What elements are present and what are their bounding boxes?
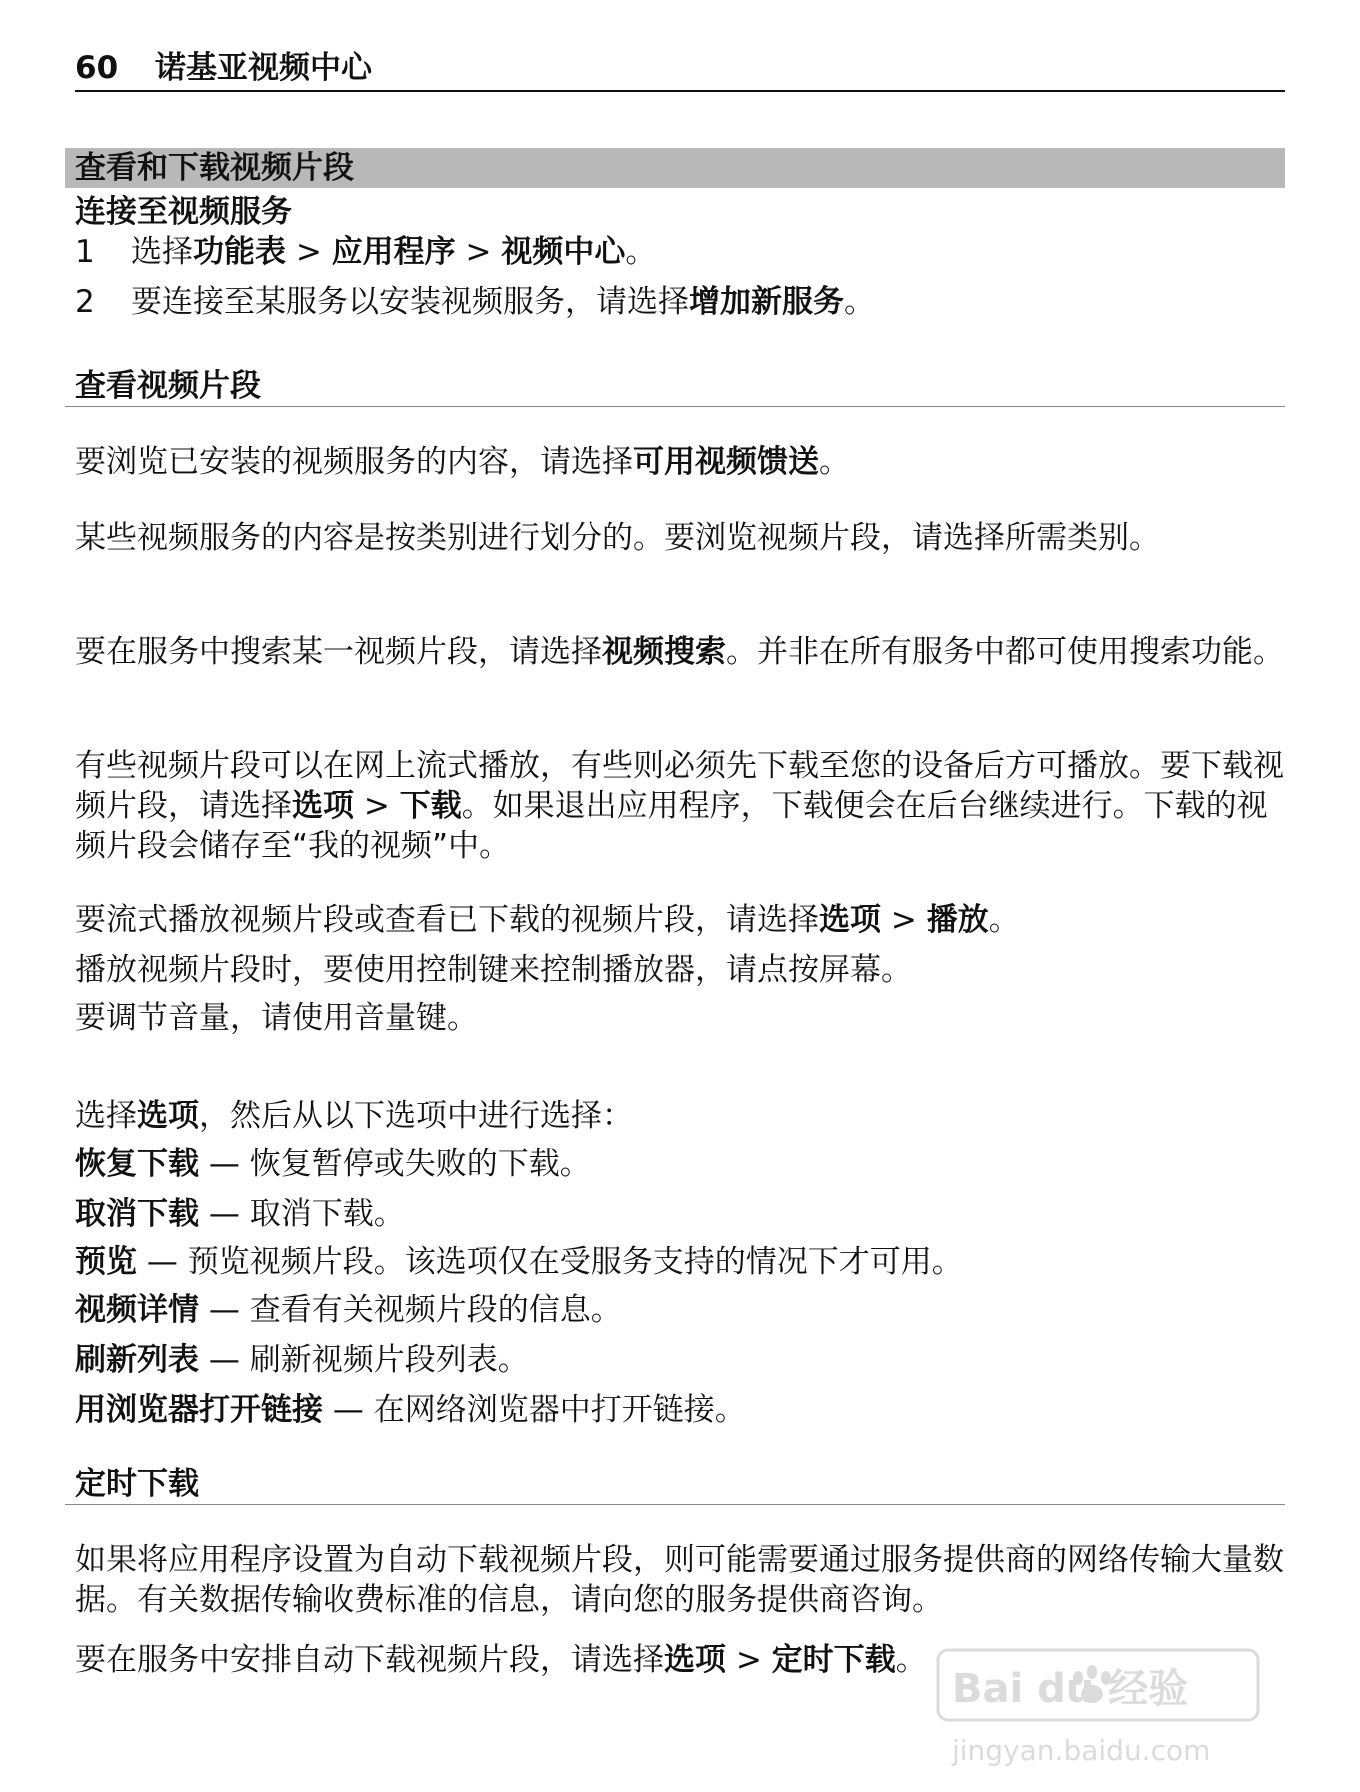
option-term: 用浏览器打开链接 bbox=[75, 1392, 323, 1428]
menu-term: 视频中心 bbox=[501, 234, 626, 270]
view-paragraph-7: 要调节音量，请使用音量键。 bbox=[75, 1000, 478, 1036]
view-paragraph-1 bbox=[75, 442, 850, 482]
option-term: 刷新列表 bbox=[75, 1342, 199, 1378]
text: ，然后从以下选项中进行选择： bbox=[199, 1098, 633, 1134]
option-term: 预览 bbox=[75, 1244, 137, 1280]
text: 要在服务中安排自动下载视频片段，请选择 bbox=[75, 1642, 664, 1678]
step-text: 选择 bbox=[131, 234, 193, 270]
text: 要流式播放视频片段或查看已下载的视频片段，请选择 bbox=[75, 902, 819, 938]
option-term: 视频详情 bbox=[75, 1292, 199, 1328]
text: 选择 bbox=[75, 1098, 137, 1134]
menu-term: 增加新服务 bbox=[689, 284, 844, 320]
page-number: 60 bbox=[75, 50, 119, 86]
text: 。 bbox=[895, 1642, 927, 1678]
menu-term: 可用视频馈送 bbox=[633, 444, 819, 480]
option-item bbox=[75, 1390, 746, 1430]
menu-term: 定时下载 bbox=[771, 1642, 896, 1678]
option-description: — 恢复暂停或失败的下载。 bbox=[199, 1146, 591, 1182]
option-item bbox=[75, 1194, 405, 1234]
connect-step-2 bbox=[75, 282, 875, 322]
step-number: 2 bbox=[75, 284, 95, 320]
step-end: 。 bbox=[625, 234, 657, 270]
menu-term: 播放 bbox=[926, 902, 989, 938]
connect-step-1 bbox=[75, 232, 656, 272]
step-text: 要连接至某服务以安装视频服务，请选择 bbox=[131, 284, 689, 320]
option-term: 取消下载 bbox=[75, 1196, 199, 1232]
option-item bbox=[75, 1340, 529, 1380]
view-paragraph-6: 播放视频片段时，要使用控制键来控制播放器，请点按屏幕。 bbox=[75, 952, 912, 988]
text: 。 bbox=[988, 902, 1020, 938]
menu-term: 选项 bbox=[819, 902, 881, 938]
option-term: 恢复下载 bbox=[75, 1146, 199, 1182]
option-item bbox=[75, 1290, 622, 1330]
menu-term: 选项 bbox=[137, 1098, 199, 1134]
option-description: — 查看有关视频片段的信息。 bbox=[199, 1292, 622, 1328]
text: 要浏览已安装的视频服务的内容，请选择 bbox=[75, 444, 633, 480]
baidu-jingyan-watermark bbox=[930, 1640, 1270, 1780]
menu-term: 视频搜索 bbox=[602, 634, 726, 670]
separator: > bbox=[286, 234, 332, 270]
text: 要在服务中搜索某一视频片段，请选择 bbox=[75, 634, 602, 670]
watermark-brand: Bai du 经验 bbox=[952, 1666, 1189, 1712]
option-description: — 刷新视频片段列表。 bbox=[199, 1342, 529, 1378]
option-item bbox=[75, 1242, 963, 1282]
separator: > bbox=[726, 1642, 772, 1678]
view-paragraph-5 bbox=[75, 900, 1020, 940]
schedule-paragraph-1: 如果将应用程序设置为自动下载视频片段，则可能需要通过服务提供商的网络传输大量数据。有关数据传输收费标准的信息，请向您的服务提供商咨询。 bbox=[75, 1542, 1284, 1618]
option-description: — 取消下载。 bbox=[199, 1196, 405, 1232]
schedule-heading: 定时下载 bbox=[65, 1464, 1285, 1505]
separator: > bbox=[455, 234, 502, 270]
separator: > bbox=[881, 902, 927, 938]
menu-term: 下载 bbox=[399, 788, 462, 824]
connect-heading: 连接至视频服务 bbox=[75, 194, 292, 230]
separator: > bbox=[354, 788, 400, 824]
menu-term: 选项 bbox=[664, 1642, 726, 1678]
schedule-paragraph-2 bbox=[75, 1640, 927, 1680]
running-header bbox=[75, 46, 1285, 92]
section-title: 查看和下载视频片段 bbox=[65, 148, 1285, 188]
menu-term: 应用程序 bbox=[331, 234, 456, 270]
view-paragraph-4 bbox=[75, 746, 1285, 866]
options-intro bbox=[75, 1096, 633, 1136]
step-number: 1 bbox=[75, 234, 95, 270]
watermark-url: jingyan.baidu.com bbox=[952, 1734, 1211, 1767]
text: 。如果退出应用程序，下载便会在后台继续进行。下载的视频片段会储存至“我的视频”中。 bbox=[75, 788, 1268, 864]
text: 有些视频片段可以在网上流式播放，有些则必须先下载至您的设备后方可播放。要下载视频片段，请选择 bbox=[75, 748, 1284, 824]
option-description: — 预览视频片段。该选项仅在受服务支持的情况下才可用。 bbox=[137, 1244, 963, 1280]
step-end: 。 bbox=[844, 284, 875, 320]
menu-term: 选项 bbox=[292, 788, 354, 824]
view-paragraph-3 bbox=[75, 632, 1285, 672]
chapter-title: 诺基亚视频中心 bbox=[155, 50, 372, 86]
view-paragraph-2: 某些视频服务的内容是按类别进行划分的。要浏览视频片段，请选择所需类别。 bbox=[75, 520, 1160, 556]
text: 。并非在所有服务中都可使用搜索功能。 bbox=[726, 634, 1284, 670]
text: 。 bbox=[819, 444, 850, 480]
menu-term: 功能表 bbox=[193, 234, 286, 270]
option-description: — 在网络浏览器中打开链接。 bbox=[323, 1392, 746, 1428]
option-item bbox=[75, 1144, 591, 1184]
view-heading: 查看视频片段 bbox=[65, 366, 1285, 407]
